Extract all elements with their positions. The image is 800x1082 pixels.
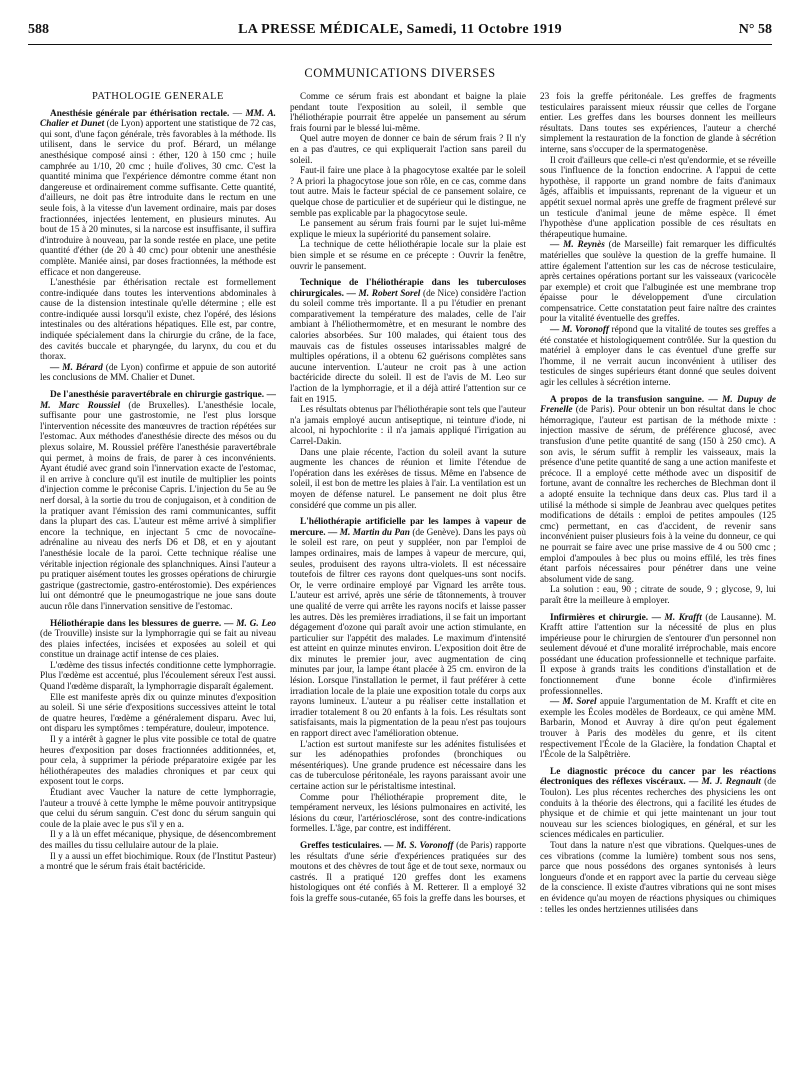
paragraph-text: (de Nice) considère l'action du soleil comme très importante. Il a pu l'étudier en prenant comparativement la température des malades, celle de l'air ambiant à l'héliothermomètre, et en mesurant le nombre des calories absorbées. Sur 100 malades, qui étaient tous des mauvais cas de fistules osseuses intarissables malgré de multiples opérations, il a obtenu 62 guérisons complètes sans aucune intervention. L'auteur ne croit pas à une action bactéricide directe du soleil. Il est de l'avis de M. Leo sur l'action de la lymphorragie, et il a déjà attiré l'attention sur ce fait en 1915.	[290, 288, 526, 405]
article-title: Technique de l'héliothérapie dans les tuberculoses chirurgicales.	[290, 278, 526, 299]
author: — M. Dupuy de Frenelle	[540, 394, 776, 416]
author: — M. Marc Roussiel	[40, 390, 276, 411]
article-paragraph	[290, 517, 526, 739]
article-paragraph	[540, 395, 776, 586]
article-paragraph	[540, 697, 776, 761]
paragraph: Il y a là un effet mécanique, physique, de désencombrement des mailles du tissu cellulaire autour de la plaie.	[40, 830, 276, 851]
running-head	[28, 22, 772, 40]
author: — M. Voronoff	[550, 325, 609, 336]
article-title: L'héliothérapie artificielle par les lampes à vapeur de mercure.	[290, 517, 526, 538]
article-paragraph: Anesthésie générale par éthérisation rectale. — MM. A. Chalier et Dunet (de Lyon) apportent une statistique de 72 cas, qui sont, d'une façon générale, très favorables à la méthode. Ils utilisent, dans le service du prof. Bérard, un mélange anesthésique composé ainsi : éther, 120 à 150 cmc ; huile camphrée au 1/10, 20 cmc ; huile d'olives, 30 cmc. C'est la quantité minima que l'expérience démontre comme étant non dangereuse et ordinairement comme suffisante. Cette quantité, d'ailleurs, ne doit pas être introduite dans le rectum en une seule fois, à la vitesse d'un lavement ordinaire, mais par doses fractionnées, injectées lentement, en plusieurs minutes. Au bout de 15 à 20 minutes, si la narcose est insuffisante, il suffira d'introduire à nouveau, par la sonde restée en place, une petite quantité d'éther (de 20 à 40 cmc) pour obtenir une anesthésie complète. Maniée ainsi, par doses fractionnées, la méthode est efficace et non dangereuse.	[40, 108, 276, 278]
paragraph: Comme pour l'héliothérapie proprement dite, le tempérament nerveux, les lésions pulmonaires en activité, les lésions du cœur, l'artériosclérose, sont des contre-indications formelles. L'âge, par contre, est indifférent.	[290, 792, 526, 835]
paragraph: Le pansement au sérum frais fourni par le sujet lui-même explique le mieux la supériorité du pansement solaire.	[290, 219, 526, 240]
page-number: 588	[28, 22, 49, 37]
paragraph-text: (de Paris) rapporte les résultats d'une série d'expériences pratiquées sur des moutons et des chèvres de tout âge et de tout sexe, normaux ou castrés. Il a pratiqué 120 greffes dont les examens histologiques ont été confiés à M. Retterer. Il a employé 32 fois la greffe sous-cutanée, 65 fois la greffe dans les bourses, et	[290, 840, 526, 904]
article-paragraph	[290, 278, 526, 405]
paragraph-text: (de Trouville) insiste sur la lymphorragie qui se fait au niveau des plaies infectées, incisées et exposées au soleil et qui constitue un drainage actif intense de ces plaies.	[40, 629, 276, 661]
paragraph: Il y a aussi un effet biochimique. Roux (de l'Institut Pasteur) a montré que le sérum frais était bactéricide.	[40, 851, 276, 873]
paragraph: Il y a intérêt à gagner le plus vite possible ce total de quatre heures d'exposition par doses fractionnées additionnées, et, pour cela, à supprimer la période préparatoire exigée par les héliothérapeutes des maladies chroniques et par ceux qui exposent tout le corps.	[40, 735, 276, 788]
author: — M. G. Leo	[224, 618, 276, 629]
paragraph: La technique de cette héliothérapie locale sur la plaie est bien simple et se résume en ce précepte : Ouvrir la fenêtre, ouvrir le pansement.	[290, 240, 526, 272]
column-2	[290, 92, 526, 1072]
article-paragraph	[540, 613, 776, 698]
article-paragraph	[540, 325, 776, 389]
paragraph: Les résultats obtenus par l'héliothérapie sont tels que l'auteur n'a jamais employé aucun antiseptique, ni teinture d'iode, ni alcool, ni hypochlorite : il n'a jamais appliqué l'irrigation au Carrel-Dakin.	[290, 405, 526, 447]
author: — M. Reynès	[550, 240, 605, 251]
article-paragraph	[40, 619, 276, 661]
paragraph-text: (de Lausanne). M. Krafft attire l'attention sur la nécessité de plus en plus impérieuse pour le chirurgien de s'entourer d'un personnel non seulement dévoué et d'une moralité irréprochable, mais encore possédant une éducation professionnelle et technique parfaite. Il expose à grands traits les conditions d'installation et de fonctionnement d'une bonne école d'infirmières professionnelles.	[540, 612, 776, 697]
article-title: A propos de la transfusion sanguine.	[550, 394, 705, 405]
author: — M. S. Voronoff	[384, 840, 454, 851]
article-title: Infirmières et chirurgie.	[550, 612, 649, 623]
column-3	[540, 92, 776, 1072]
article-paragraph	[540, 767, 776, 841]
article-paragraph	[40, 363, 276, 384]
paragraph-text: (de Marseille) fait remarquer les difficultés matérielles que soulève la question de la greffe humaine. Il attire également l'attention sur les cas de nécrose testiculaire, après certaines opérations portant sur les vaisseaux (varicocèle par exemple) et croit que l'albuginée est une membrane trop épaisse pour le développement d'une circulation compensatrice. Cette constatation peut faire naître des craintes pour la vitalité éventuelle des greffes.	[540, 240, 776, 325]
paragraph: Tout dans la nature n'est que vibrations. Quelques-unes de ces vibrations (comme la lumière) tombent sous nos sens, parce que nous possédons des organes syntonisés à leurs longueurs d'onde et en rapport avec la partie du cerveau siège de la conscience. Il existe d'autres vibrations qui ne sont mises en évidence qu'au moyen de réactions physiques ou chimiques : telles les ondes hertziennes utilisées dans	[540, 840, 776, 915]
paragraph: Comme ce sérum frais est abondant et baigne la plaie pendant toute l'exposition au soleil, il semble que l'héliothérapie pourrait être appelée un pansement au sérum frais fourni par le blessé lui-même.	[290, 92, 526, 134]
paragraph: L'œdème des tissus infectés conditionne cette lymphorragie. Plus l'œdème est accentué, plus l'écoulement séreux l'est aussi. Quand l'œdème disparaît, la lymphorragie disparaît également.	[40, 660, 276, 693]
author: — M. Martin du Pan	[328, 527, 410, 538]
author: — M. Sorel	[550, 697, 597, 708]
paragraph: La solution : eau, 90 ; citrate de soude, 9 ; glycose, 9, lui paraît être la meilleure à employer.	[540, 585, 776, 606]
paragraph-text: (de Genève). Dans les pays où le soleil est rare, on peut y suppléer, non par l'emploi de lampes ordinaires, mais de lampes à vapeur de mercure, qui, seules, produisent des rayons ultra-violets. Il est nécessaire toutefois de filtrer ces rayons dont quelques-uns sont nocifs. Or, le verre ordinaire employé par Vignard les arrête tous. L'auteur est arrivé, après une série de tâtonnements, à trouver une qualité de verre qui arrête les rayons nocifs et laisse passer les autres. Dès les premières irradiations, il se fait un important dégagement d'ozone qui paraît avoir une action stimulante, en particulier sur l'appétit des malades. Le maximum d'intensité est atteint en quinze minutes environ. L'exposition doit être de dix minutes le premier jour, avec augmentation de cinq minutes par jour, la lampe étant placée à 25 cm. environ de la lésion. Lorsque l'installation le permet, il faut préférer à cette irradiation locale de la plaie une exposition totale du corps aux rayons lumineux. L'auteur a pu réaliser cette installation et irradier totalement 8 ou 20 enfants à la fois. Les résultats sont satisfaisants, mais la pigmentation de la peau n'est pas toujours en rapport direct avec l'amélioration obtenue.	[290, 527, 526, 740]
paragraph: Elle est manifeste après dix ou quinze minutes d'exposition au soleil. Si une série d'expositions successives atteint le total de quatre heures, l'œdème a généralement disparu. Avec lui, ont disparu les symptômes : température, douleur, impotence.	[40, 692, 276, 735]
article-paragraph	[290, 841, 526, 905]
paragraph: Il croit d'ailleurs que celle-ci n'est qu'endormie, et se réveille sous l'influence de la fonction endocrine. A l'appui de cette hypothèse, il rapporte un grand nombre de faits d'animaux âgés, affaiblis et impuissants, reprenant de la vigueur et un appétit sexuel normal après une greffe de fragment prélevé sur un testicule d'animal jeune de même espèce. Il émet l'hypothèse d'une application possible de ces résultats en thérapeutique humaine.	[540, 155, 776, 240]
paragraph: L'anesthésie par éthérisation rectale est formellement contre-indiquée dans toutes les interventions abdominales à cause de la distension intestinale qu'elle détermine ; elle est contre-indiquée aussi lorsqu'il existe, chez l'opéré, des lésions intestinales ou des altérations hépatiques. Elle est, par contre, indiquée spécialement dans la chirurgie du crâne, de la face, des cavités buccale et pharyngée, du larynx, du cou et du thorax.	[40, 278, 276, 363]
article-title: Le diagnostic précoce du cancer par les réactions électroniques des réflexes viscéraux.	[540, 766, 776, 788]
article-authors: MM. A. Chalier et Dunet	[40, 108, 276, 130]
paragraph-text: (de Lyon) apportent une statistique de 72 cas, qui sont, d'une façon générale, très favorables à la méthode. Ils utilisent, dans le service du prof. Bérard, un mélange anesthésique composé ainsi : éther, 120 à 150 cmc ; huile camphrée au 1/10, 20 cmc ; huile d'olives, 30 cmc. C'est la quantité minima que l'expérience démontre comme étant non dangereuse et ordinairement comme suffisante. Cette quantité, d'ailleurs, ne doit pas être introduite dans le rectum en une seule fois, à la vitesse d'un lavement ordinaire, mais par doses fractionnées, injectées lentement, en plusieurs minutes. Au bout de 15 à 20 minutes, si la narcose est insuffisante, il suffira d'introduire à nouveau, par la sonde restée en place, une petite quantité d'éther (de 20 à 40 cmc) pour obtenir une anesthésie complète. Maniée ainsi, par doses fractionnées, la méthode est efficace et non dangereuse.	[40, 119, 276, 278]
author: — M. Robert Sorel	[346, 288, 421, 299]
article-title: De l'anesthésie paravertébrale en chirurgie gastrique.	[50, 390, 265, 401]
header-rule	[28, 44, 772, 45]
paragraph-text: répond que la vitalité de toutes ses greffes a été constatée et histologiquement contrôlée. Sur la question du matériel à employer dans le cas éventuel d'une greffe sur l'homme, il ne verrait aucun inconvénient à utiliser des testicules de singes supérieurs étant donné que seules doivent agir les cellules à sécrétion interne.	[540, 325, 776, 389]
paragraph: Dans une plaie récente, l'action du soleil avant la suture augmente les chances de réunion et limite l'étendue de l'opération dans les exérèses de tissus. Même en l'absence de soleil, il est bon de mettre les plaies à l'air. La ventilation est un moyen de défense naturel. Le pansement ne doit plus être considéré que comme un pis aller.	[290, 447, 526, 511]
subsection-heading: PATHOLOGIE GÉNÉRALE	[92, 92, 224, 102]
article-title: Héliothérapie dans les blessures de guerre.	[50, 618, 222, 629]
paragraph: L'action est surtout manifeste sur les adénites fistulisées et sur les adénopathies profondes (bronchiques ou mésentériques). Une grande prudence est nécessaire dans les cas de tuberculose péritonéale, les rayons paraissant avoir une certaine action sur le péristaltisme intestinal.	[290, 739, 526, 792]
paragraph: 23 fois la greffe péritonéale. Les greffes de fragments testiculaires paraissent mieux réussir que celles de l'organe entier. Les greffes dans les bourses donnent les meilleurs résultats. Dans toutes ses expériences, l'auteur a cherché simplement la restauration de la fonction de glande à sécrétion interne, sans s'occuper de la spermatogenèse.	[540, 92, 776, 155]
column-1	[40, 92, 276, 1072]
section-title: COMMUNICATIONS DIVERSES	[304, 66, 496, 80]
paragraph-text: (de Paris). Pour obtenir un bon résultat dans le choc hémorragique, l'auteur est partisan de la méthode mixte : injection massive de sérum, de préférence glucosé, avec transfusion d'une petite quantité de sang (150 à 250 cmc). A son avis, le sérum suffit à remplir les vaisseaux, mais la présence d'une petite quantité de sang a une action manifeste et précoce. Il a employé cette méthode avec un dispositif de fortune, avant de connaître les recherches de Blechman dont il a adopté ensuite la technique dans deux cas. Plus tard il a utilisé la méthode si simple de Jeanbrau avec quelques petites modifications de détails : emploi de petites ampoules (125 cmc) permettant, en cas d'accident, de revenir sans inconvénient puiser plusieurs fois à la veine du donneur, ce qui ne pourrait se faire avec une prise massive de 4 ou 500 cmc ; emploi d'ampoules à bec plus ou moins effilé, les très fines étant parfois nécessaires pour pénétrer dans une veine absolument vide de sang.	[540, 405, 776, 585]
article-title: Greffes testiculaires.	[300, 840, 382, 851]
article-paragraph	[40, 390, 276, 612]
author: — M. J. Regnault	[689, 777, 761, 788]
author: — M. Krafft	[651, 612, 702, 623]
article-title: Anesthésie générale par éthérisation rectale.	[50, 108, 230, 119]
author: — M. Bérard	[50, 362, 103, 373]
article-paragraph	[540, 240, 776, 325]
paragraph-text: (de Toulon). Les plus récentes recherches des physiciens les ont conduits à la théorie des électrons, qui a facilité les études de physique et de chimie et qui jette maintenant un jour tout nouveau sur les sciences biologiques, en général, et sur les sciences médicales en particulier.	[540, 777, 776, 841]
paragraph-text: (de Bruxelles). L'anesthésie locale, suffisante pour une gastrostomie, ne l'est plus lorsque l'intervention nécessite des manœuvres de traction répétées sur l'estomac. Aux méthodes d'anesthésie directe des mésos ou du plexus solaire, M. Roussiel préfère l'anesthésie paravertébrale qui permet, à moins de frais, de parer à ces inconvénients. Ayant étudié avec grand soin l'innervation exacte de l'estomac, il en arrive à conclure qu'il est inutile de multiplier les points d'injection comme le préconise Capris. L'injection du 5e au 9e nerf dorsal, à la sortie du trou de conjugaison, et à condition de la pratiquer avant l'émission des rami communicantes, suffit dans la plupart des cas. L'auteur est même arrivé à simplifier encore la technique, en injectant 5 cmc de novocaïne-adrénaline au niveau des nerfs D6 et D8, et en y ajoutant l'anesthésie locale de la paroi. Cette technique réalise une véritable injection régionale des splanchniques. Ainsi l'auteur a pu pratiquer aisément toutes les grosses opérations de chirurgie gastrique (gastrectomie, gastro-entérostomie). Des expériences lui ont démontré que le pneumogastrique ne joue sans doute aucun rôle dans l'innervation sensitive de l'estomac.	[40, 400, 276, 612]
journal-title: LA PRESSE MÉDICALE, Samedi, 11 Octobre 1919	[238, 22, 562, 37]
paragraph-text: appuie l'argumentation de M. Krafft et cite en exemple les Écoles modèles de Bordeaux, ce qui amène MM. Barbarin, Monod et Auvray à dire qu'on peut également trouver à Paris des modèles du genre, et ils citent respectivement l'École de la Glacière, la fondation Chaptal et l'École de la Salpêtrière.	[540, 697, 776, 761]
issue-number: N° 58	[738, 22, 772, 37]
paragraph: Faut-il faire une place à la phagocytose exaltée par le soleil ? A priori la phagocytose joue son rôle, en ce cas, comme dans tout autre. Mais le facteur spécial de ce pansement solaire, ce quelque chose de particulier et de supérieur qui le distingue, ne semble pas explicable par la phagocytose seule.	[290, 166, 526, 219]
paragraph: Étudiant avec Vaucher la nature de cette lymphorragie, l'auteur a trouvé à cette lymphe le même pouvoir antitrypsique que celui du sérum sanguin. C'est donc du sérum sanguin qui coule de la plaie avec le pus s'il y en a.	[40, 788, 276, 830]
paragraph-text: (de Lyon) confirme et appuie de son autorité les conclusions de MM. Chalier et Dunet.	[40, 362, 276, 384]
paragraph: Quel autre moyen de donner ce bain de sérum frais ? Il n'y en a pas d'autres, ce qui expliquerait l'action sans pareil du soleil.	[290, 134, 526, 166]
